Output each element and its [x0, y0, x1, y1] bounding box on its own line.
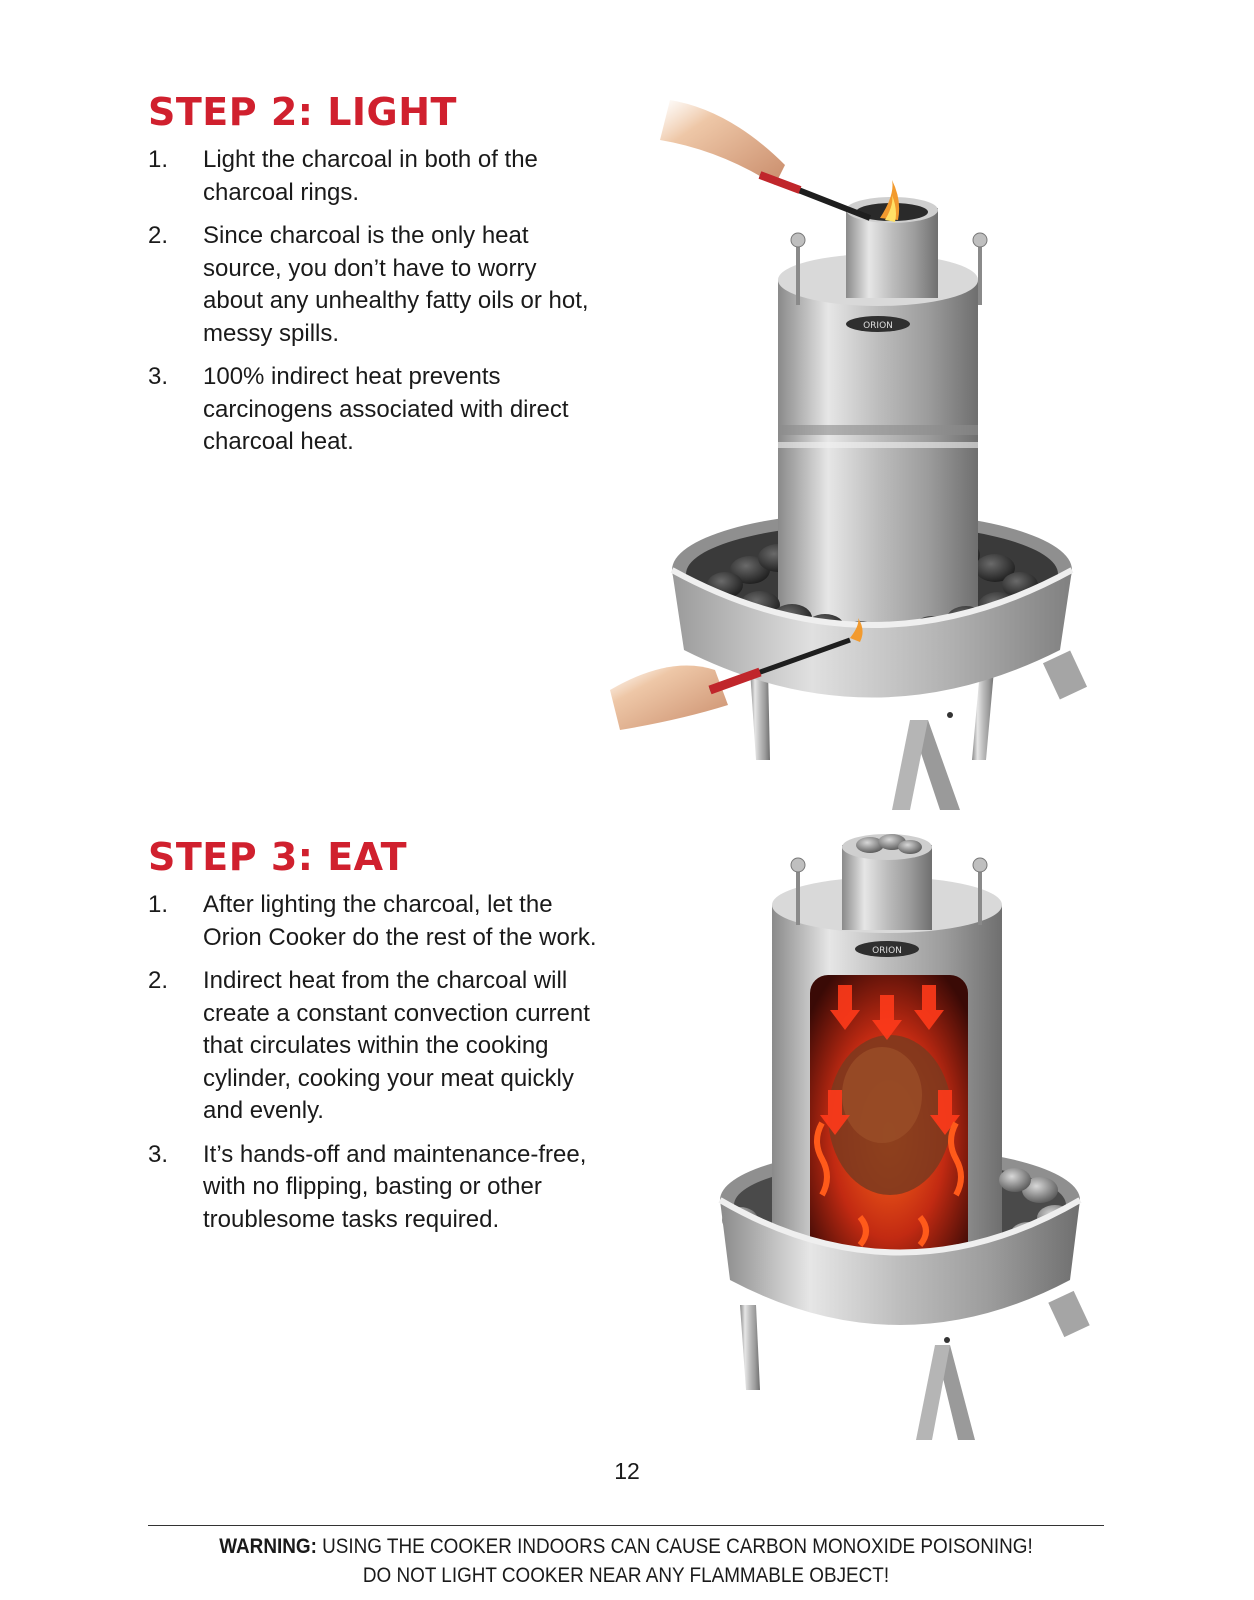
list-item-text: After lighting the charcoal, let the Orion Cooker do the rest of the work. [203, 891, 597, 951]
page-number: 12 [614, 1458, 640, 1484]
list-item-text: Since charcoal is the only heat source, you don’t have to worry about any unhealthy fatty oils or hot, messy spills. [203, 222, 589, 347]
orion-logo-text: ORION [863, 321, 893, 331]
cooker-cylinder [778, 280, 978, 640]
list-item-number: 1. [148, 146, 169, 173]
list-item-number: 2. [148, 222, 169, 249]
list-item [148, 1139, 598, 1237]
list-item-number: 2. [148, 967, 169, 994]
list-item-number: 3. [148, 363, 169, 390]
cooker-cutaway-photo [710, 825, 1100, 1450]
list-item [148, 965, 598, 1128]
list-item [148, 144, 598, 209]
list-item-number: 1. [148, 891, 169, 918]
list-item-text: Indirect heat from the charcoal will create a constant convection current that circulates within the cooking cylinder, cooking your meat quickly and evenly. [203, 967, 590, 1124]
list-item-text: Light the charcoal in both of the charcoal rings. [203, 146, 538, 206]
list-item-number: 3. [148, 1140, 169, 1168]
list-item [148, 220, 598, 350]
step2-list [148, 144, 598, 470]
step2-heading: STEP 2: LIGHT [148, 90, 457, 134]
warning-label: WARNING: [219, 1535, 317, 1558]
list-item-text: 100% indirect heat prevents carcinogens associated with direct charcoal heat. [203, 363, 569, 455]
step3-list [148, 889, 598, 1247]
cooker-legs [740, 1305, 975, 1440]
list-item [148, 361, 598, 459]
warning-text-2: DO NOT LIGHT COOKER NEAR ANY FLAMMABLE OBJECT! [362, 1564, 890, 1587]
footer-divider [148, 1525, 1104, 1526]
warning-line-1 [196, 1532, 1056, 1561]
safety-warning [196, 1532, 1056, 1590]
list-item [148, 889, 598, 954]
list-item-text: It’s hands-off and maintenance-free, with no flipping, basting or other troublesome tasks required. [203, 1140, 587, 1233]
orion-logo-text: ORION [872, 946, 902, 956]
cooker-lighting-photo [610, 80, 1110, 820]
step3-heading: STEP 3: EAT [148, 835, 408, 879]
warning-text-1: USING THE COOKER INDOORS CAN CAUSE CARBON MONOXIDE POISONING! [322, 1535, 1033, 1558]
